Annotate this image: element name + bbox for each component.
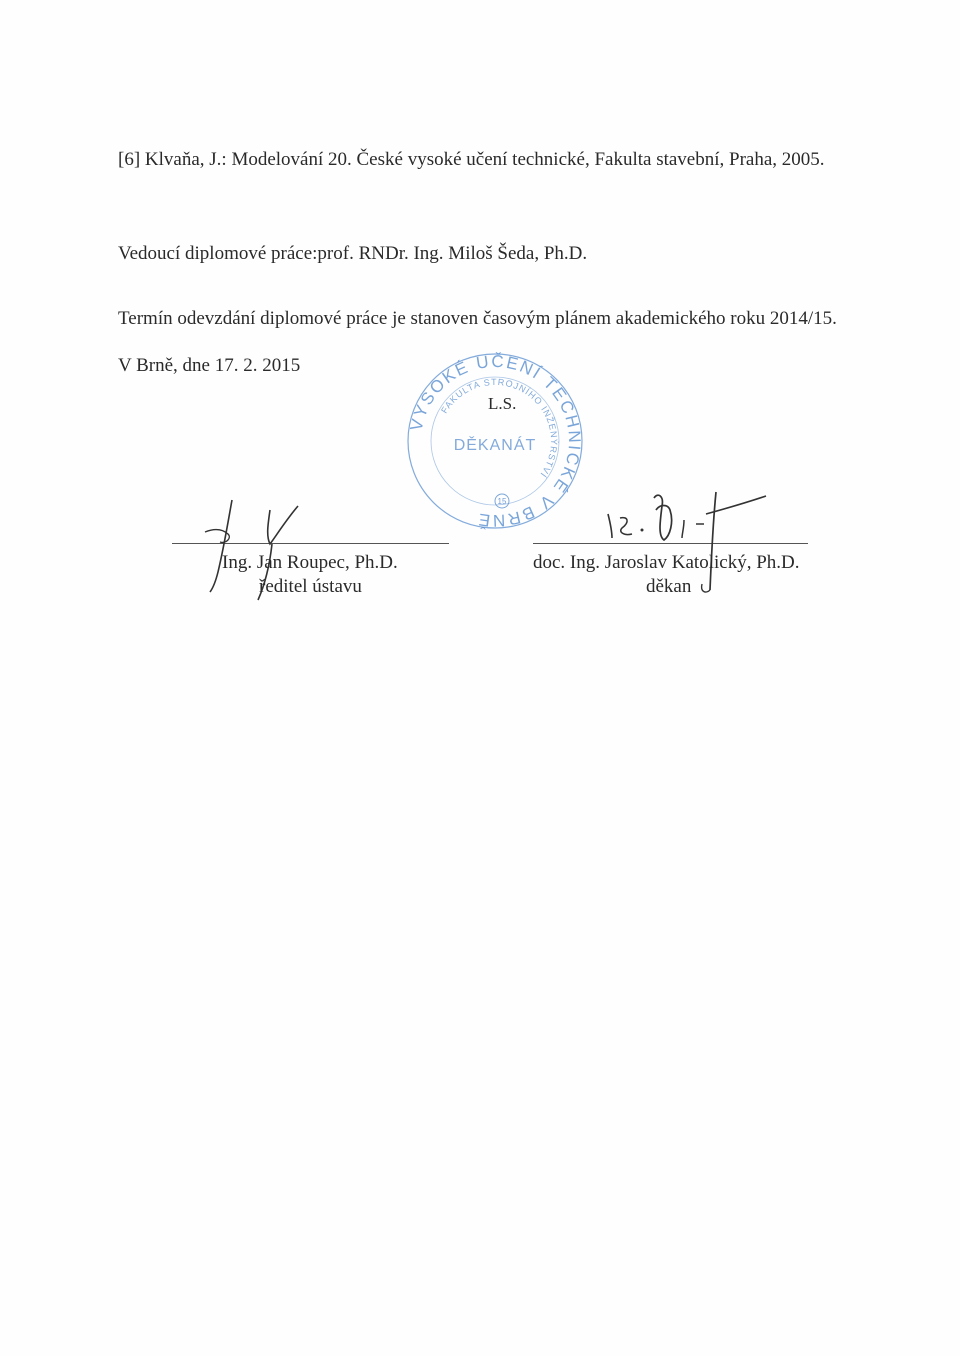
right-signatory-role: děkan <box>646 576 692 597</box>
ls-mark: L.S. <box>488 394 517 413</box>
svg-text:FAKULTA STROJNÍHO INŽENÝRSTVÍ <box>439 377 559 480</box>
place-date-line: V Brně, dne 17. 2. 2015 <box>118 355 301 376</box>
right-signatory-name: doc. Ing. Jaroslav Katolický, Ph.D. <box>533 552 800 573</box>
deadline-line: Termín odevzdání diplomové práce je stanoven časovým plánem akademického roku 2014/15. <box>118 308 837 329</box>
stamp-outer-text: VYSOKÉ UČENÍ TECHNICKÉ V BRNĚ <box>406 352 584 530</box>
stamp-center-text: DĚKANÁT <box>453 437 537 454</box>
official-stamp <box>406 352 584 530</box>
left-signatory-name: Ing. Jan Roupec, Ph.D. <box>222 552 398 573</box>
stamp-inner-text: FAKULTA STROJNÍHO INŽENÝRSTVÍ <box>439 376 560 480</box>
reference-entry: [6] Klvaňa, J.: Modelování 20. České vysoké učení technické, Fakulta stavební, Praha, 2005. <box>118 149 825 170</box>
left-signatory-role: ředitel ústavu <box>259 576 362 597</box>
stamp-number: 15 <box>497 497 507 506</box>
supervisor-line: Vedoucí diplomové práce:prof. RNDr. Ing. Miloš Šeda, Ph.D. <box>118 243 588 264</box>
